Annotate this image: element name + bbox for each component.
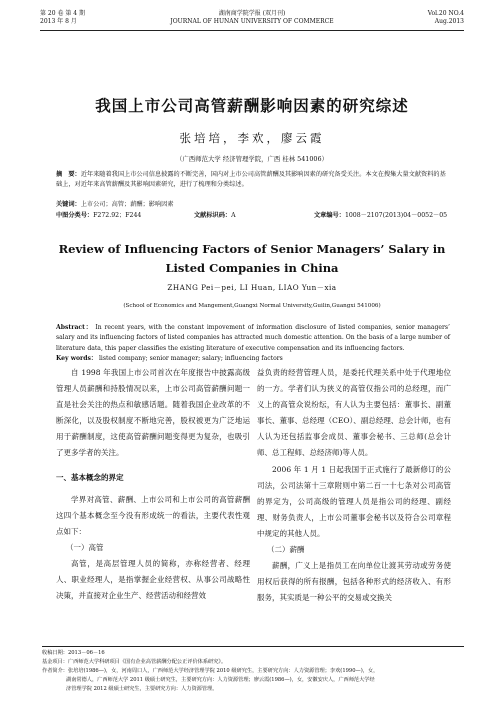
- english-keywords-label: Key words：: [56, 354, 98, 362]
- intro-paragraph: 自 1998 年我国上市公司首次在年度报告中披露高级管理人员薪酬和持股情况以来，上市公司高管薪酬问题一直是社会关注的热点和敏感话题。随着我国企业改革的不断深化，以及股权制度不断地完善，股权被更为广泛地运用于薪酬制度，这使高管薪酬问题变得更为复杂，也吸引了更多学者的关注。: [56, 368, 250, 458]
- english-abstract-text: In recent years, with the constant impovement of information disclosure of listed companies, senior managers’ salary and its influencing factors of listed companies has attracted much domestic attention. On the basis of a large number of literature data, this paper classifies the existing literature of executive compensation and its influencing factors.: [56, 324, 450, 352]
- english-abstract: [56, 323, 450, 364]
- english-authors: ZHANG Pei－pei, LI Huan, LIAO Yun－xia: [167, 283, 337, 292]
- body-left-column: [56, 365, 250, 604]
- volume-issue-en: Vol.20 NO.4: [427, 10, 464, 17]
- clc-number: 中图分类号：F272.92；F244: [56, 212, 142, 219]
- author-bio: 作者简介：张培培(1986—)，女，河南周口人，广西师范大学经济管理学院 2010 级研究生，主要研究方向：人力资源管理；李欢(1990—)，女，: [42, 668, 379, 674]
- journal-name-cn: 湖南商学院学报 (双月刊): [218, 10, 286, 17]
- body-paragraph: 薪酬，广义上是指员工在向单位让渡其劳动或劳务使用权后获得的所有报酬，包括各种形式的经济收入、有形服务，其实质是一种公平的交易或交换关: [257, 561, 451, 603]
- body-paragraph: 益负责的经营管理人员，是委托代理关系中处于代理地位的一方。学者们认为狭义的高管仅指公司的总经理，而广义上的高管众说纷纭，有人认为主要包括：董事长、副董事长、董事、总经理（CEO）、副总经理、总会计师，也有人认为还包括监事会成员、董事会秘书、三总师(总会计师、总工程师、总经济师)等人员。: [257, 368, 451, 458]
- body-paragraph: 高管，是高层管理人员的简称，亦称经营者、经理人、职业经理人，是指掌握企业经营权、从事公司战略性决策，并直接对企业生产、经营活动和经营效: [56, 559, 250, 601]
- keywords-cn: [56, 199, 450, 208]
- english-title: [0, 240, 504, 278]
- article-number: 文章编号：1008－2107(2013)04－0052－05: [314, 212, 448, 219]
- volume-issue: 第 20 卷 第 4 期: [40, 10, 85, 17]
- author-bio: 济管理学院 2012 级硕士研究生，主要研究方向：人力资源管理。: [66, 686, 218, 692]
- body-right-column: [257, 365, 451, 606]
- article-title: 我国上市公司高管薪酬影响因素的研究综述: [95, 96, 409, 115]
- document-code: 文献标识码：A: [194, 212, 236, 219]
- english-affiliation: (School of Economics and Mangement,Guangxi Normal University,Guilin,Guangxi 541006): [123, 303, 381, 309]
- keywords-text: 上市公司；高管；薪酬；影响因素: [80, 201, 174, 208]
- header-rule: [40, 30, 464, 31]
- author-affiliation: （广西师范大学 经济管理学院，广西 桂林 541006）: [176, 155, 328, 163]
- issue-date-en: Aug.2013: [434, 18, 464, 25]
- body-paragraph: 学界对高管、薪酬、上市公司和上市公司的高管薪酬这四个基本概念至今没有形成统一的看法，主要代表性观点如下：: [56, 494, 250, 536]
- subsection-heading: （一）高管: [66, 542, 104, 552]
- body-paragraph: 2006 年 1 月 1 日起我国于正式施行了最新修订的公司法，公司法第十三章附则中第二百一十七条对公司高管的界定为，公司高级的管理人员是指公司的经理、副经理、财务负责人，上市公司董事会秘书以及符合公司章程中规定的其他人员。: [257, 464, 451, 538]
- issue-date: 2013 年 8 月: [40, 18, 77, 25]
- footnote-rule: [42, 646, 464, 647]
- article-authors: 张培培，李欢，廖云霞: [179, 131, 325, 145]
- section-heading: 一、基本概念的界定: [56, 472, 124, 482]
- footnotes: [42, 649, 464, 694]
- subsection-heading: （二）薪酬: [267, 545, 305, 555]
- english-title-line2: Listed Companies in China: [165, 261, 339, 275]
- fund-info: 基金项目：广西师范大学科研项目《国有企业高管薪酬分配公正评价体系研究》。: [42, 659, 227, 665]
- keywords-label: 关键词：: [56, 201, 81, 208]
- journal-name-en: JOURNAL OF HUNAN UNIVERSITY OF COMMERCE: [170, 18, 334, 25]
- journal-name: [40, 10, 464, 26]
- abstract-cn: [56, 170, 450, 190]
- author-bio: 湖南常德人，广西师范大学 2011 级硕士研究生，主要研究方向：人力资源管理；廖云霞(1986—)，女，安徽安庆人，广西师范大学经: [66, 677, 375, 683]
- running-header: [40, 10, 464, 30]
- abstract-label: 摘 要：: [56, 171, 81, 178]
- english-title-line1: Review of Influencing Factors of Senior Managers’ Salary in: [58, 242, 446, 256]
- received-date: 收稿日期：2013－06－16: [42, 650, 105, 656]
- abstract-text: 近年来随着我国上市公司信息披露的不断完善，国内对上市公司高管薪酬及其影响因素的研究备受关注。本文在搜集大量文献资料的基础上，对近年来高管薪酬及其影响因素研究，进行了梳理和分类综述。: [56, 171, 446, 188]
- english-keywords-text: listed company; senior manager; salary; influencing factors: [98, 354, 283, 362]
- english-abstract-label: Abstract：: [56, 324, 93, 331]
- volume-info-en: [428, 10, 464, 26]
